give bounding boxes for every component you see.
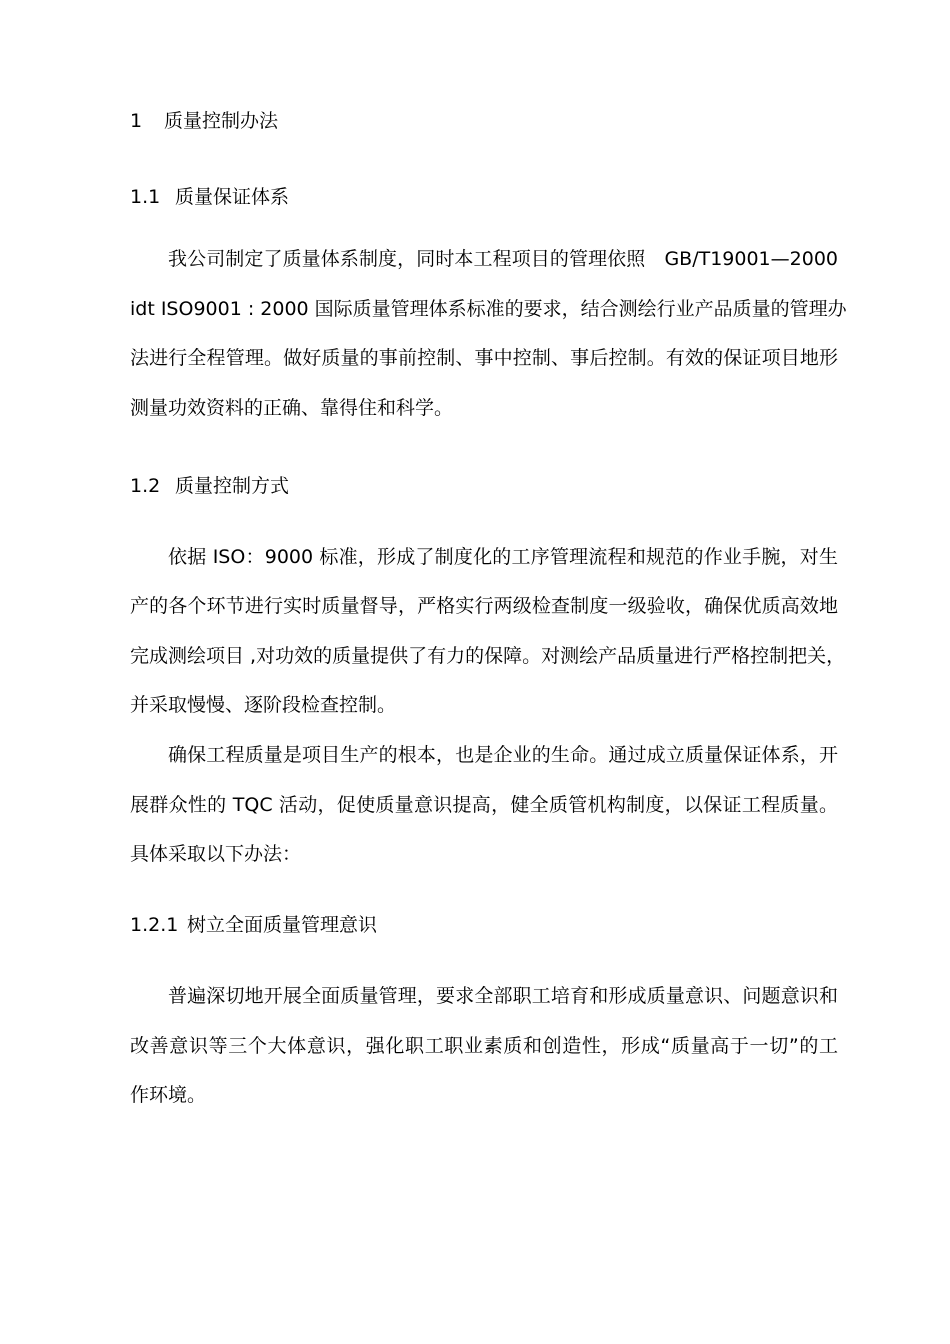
paragraph-1-line: 我公司制定了质量体系制度，同时本工程项目的管理依照 GB/T19001—2000: [168, 248, 838, 270]
paragraph-4-line: 改善意识等三个大体意识，强化职工职业素质和创造性，形成“质量高于一切”的工: [130, 1035, 838, 1057]
heading-1-1: [130, 185, 289, 209]
heading-number: 1.2.1: [130, 914, 179, 936]
paragraph-4-line: 普遍深切地开展全面质量管理，要求全部职工培育和形成质量意识、问题意识和: [168, 985, 838, 1007]
paragraph-1-line: idt ISO9001 : 2000 国际质量管理体系标准的要求，结合测绘行业产品质量的管理办: [130, 298, 847, 320]
paragraph-1-line: 法进行全程管理。做好质量的事前控制、事中控制、事后控制。有效的保证项目地形: [130, 347, 838, 369]
paragraph-2-line: 产的各个环节进行实时质量督导，严格实行两级检查制度一级验收，确保优质高效地: [130, 595, 838, 617]
heading-title: 质量控制方式: [175, 475, 290, 497]
heading-1-2: [130, 474, 289, 498]
paragraph-3-line: 展群众性的 TQC 活动，促使质量意识提高，健全质管机构制度，以保证工程质量。: [130, 794, 838, 816]
paragraph-1-line: 测量功效资料的正确、靠得住和科学。: [130, 397, 454, 419]
heading-number: 1.1: [130, 186, 161, 208]
heading-1-2-1: [130, 913, 377, 937]
heading-number: 1: [130, 110, 143, 132]
paragraph-3-line: 确保工程质量是项目生产的根本，也是企业的生命。通过成立质量保证体系，开: [168, 744, 838, 766]
paragraph-2-line: 完成测绘项目 ,对功效的质量提供了有力的保障。对测绘产品质量进行严格控制把关，: [130, 645, 846, 667]
heading-1: [130, 109, 278, 133]
paragraph-2-line: 依据 ISO：9000 标准，形成了制度化的工序管理流程和规范的作业手腕，对生: [168, 546, 838, 568]
heading-title: 树立全面质量管理意识: [187, 914, 378, 936]
paragraph-3-line: 具体采取以下办法：: [130, 843, 302, 865]
heading-title: 质量保证体系: [175, 186, 290, 208]
heading-number: 1.2: [130, 475, 161, 497]
paragraph-4-line: 作环境。: [130, 1084, 207, 1106]
heading-title: 质量控制办法: [164, 110, 279, 132]
paragraph-2-line: 并采取慢慢、逐阶段检查控制。: [130, 694, 397, 716]
